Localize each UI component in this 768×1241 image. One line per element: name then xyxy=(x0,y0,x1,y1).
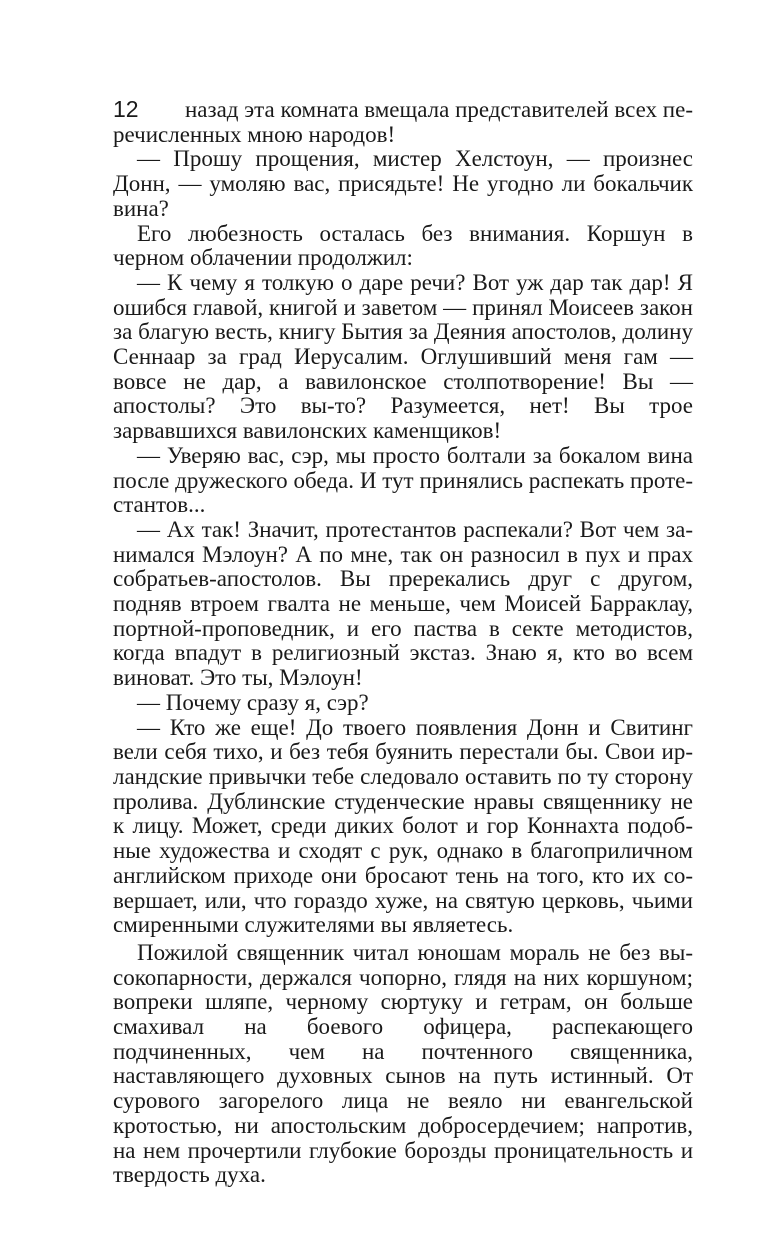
paragraph: — К чему я толкую о даре речи? Вот уж дар так дар! Я ошибся главой, книгой и заветом — принял Моисеев закон за благую весть, книгу Бытия за Деяния апостолов, долину Сеннаар за град Иерусалим. Оглушивший меня гам — вовсе не дар, а вавилонское столпотворение! Вы — апостолы? Это вы-то? Разумеется, нет! Вы трое зарвавшихся вавилонских каменщиков! xyxy=(113,269,693,444)
paragraph: — Почему сразу я, сэр? xyxy=(137,689,369,715)
paragraph: — Уверяю вас, сэр, мы просто болтали за бокалом вина после дружеского обеда. И тут принялись распекать протестантов... xyxy=(113,442,693,518)
page-number: 12 xyxy=(113,96,139,122)
paragraph: — Прошу прощения, мистер Хелстоун, — произнес Донн, — умоляю вас, присядьте! Не угодно ли бокальчик вина? xyxy=(113,146,693,221)
paragraph: — Кто же еще! До твоего появления Донн и Свитинг вели себя тихо, и без тебя буянить перестали бы. Свои ирландские привычки тебе следовало оставить по ту сторону пролива. Дублинские студенческие нравы священнику не к лицу. Может, среди диких болот и гор Коннахта подобные художества и сходят с рук, однако в благоприличном английском приходе они бросают тень на того, кто их совершает, или, что гораздо хуже, на святую церковь, чьими смиренными служителями вы являетесь. xyxy=(113,714,693,938)
paragraph: Его любезность осталась без внимания. Коршун в черном облачении продолжил: xyxy=(113,220,693,271)
body-text xyxy=(113,98,693,1188)
paragraph: — Ах так! Значит, протестантов распекали? Вот чем занимался Мэлоун? А по мне, так он разносил в пух и прах собратьев-апостолов. Вы пререкались друг с другом, подняв втроем гвалта не меньше, чем Моисей Барраклау, портной-проповедник, и его паства в секте методистов, когда впадут в религиозный экстаз. Знаю я, кто во всем виноват. Это ты, Мэлоун! xyxy=(113,516,693,691)
paragraph: Пожилой священник читал юношам мораль не без высокопарности, держался чопорно, глядя на них коршуном; вопреки шляпе, черному сюртуку и гетрам, он больше смахивал на боевого офицера, распекающего подчиненных, чем на почтенного священника, наставляющего духовных сынов на путь истинный. От сурового загорелого лица не веяло ни евангельской кротостью, ни апостольским добросердечием; напротив, на нем прочертили глубокие борозды проницательность и твердость духа. xyxy=(113,939,693,1188)
paragraph: назад эта комната вмещала представителей всех перечисленных мною народов! xyxy=(113,97,693,147)
